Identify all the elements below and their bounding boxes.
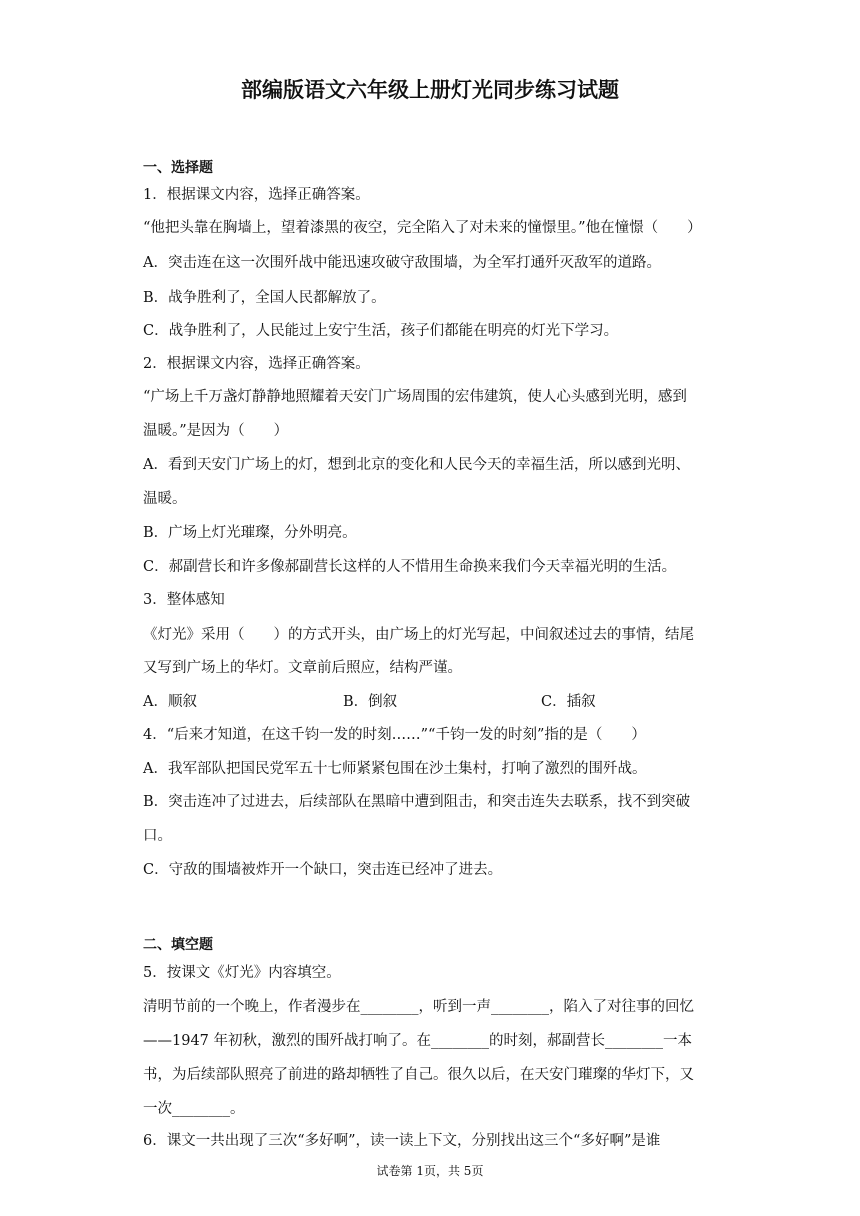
q1-quote: “他把头靠在胸墙上，望着漆黑的夜空，完全陷入了对未来的憧憬里。”他在憧憬（ ） <box>143 220 702 236</box>
q2-stem: 2．根据课文内容，选择正确答案。 <box>143 356 370 372</box>
q3-options <box>143 692 723 712</box>
q4-option-b-line2: 口。 <box>143 828 172 844</box>
q3-body-line1: 《灯光》采用（ ）的方式开头，由广场上的灯光写起，中间叙述过去的事情，结尾 <box>143 627 694 643</box>
q3-body-line2: 又写到广场上的华灯。文章前后照应，结构严谨。 <box>143 660 462 676</box>
q2-quote-line2: 温暖。”是因为（ ） <box>143 423 289 439</box>
q3-stem: 3．整体感知 <box>143 592 225 608</box>
section-heading-choice: 一、选择题 <box>143 160 213 176</box>
q2-option-b: B．广场上灯光璀璨，分外明亮。 <box>143 525 357 541</box>
q2-option-a-line1: A．看到天安门广场上的灯，想到北京的变化和人民今天的幸福生活，所以感到光明、 <box>143 457 690 473</box>
q5-stem: 5．按课文《灯光》内容填空。 <box>143 965 341 981</box>
q5-line4: 一次________。 <box>143 1101 245 1117</box>
q6-line1: 6．课文一共出现了三次“多好啊”，读一读上下文，分别找出这三个“多好啊”是谁 <box>143 1133 661 1149</box>
q3-option-a: A．顺叙 <box>143 694 197 710</box>
q4-option-a: A．我军部队把国民党军五十七师紧紧包围在沙土集村，打响了激烈的围歼战。 <box>143 761 647 777</box>
page-footer: 试卷第 1页，共 5页 <box>376 1164 484 1178</box>
q2-option-c: C．郝副营长和许多像郝副营长这样的人不惜用生命换来我们今天幸福光明的生活。 <box>143 559 677 575</box>
q5-line2: ——1947 年初秋，激烈的围歼战打响了。在________的时刻，郝副营长________一本 <box>143 1033 693 1049</box>
q4-option-b-line1: B．突击连冲了过进去，后续部队在黑暗中遭到阻击，和突击连失去联系，找不到突破 <box>143 794 691 810</box>
q4-option-c: C．守敌的围墙被炸开一个缺口，突击连已经冲了进去。 <box>143 862 503 878</box>
q3-option-c: C．插叙 <box>541 694 596 710</box>
section-heading-fill: 二、填空题 <box>143 937 213 953</box>
q1-option-c: C．战争胜利了，人民能过上安宁生活，孩子们都能在明亮的灯光下学习。 <box>143 323 619 339</box>
q1-option-a: A．突击连在这一次围歼战中能迅速攻破守敌围墙，为全军打通歼灭敌军的道路。 <box>143 255 661 271</box>
q2-option-a-line2: 温暖。 <box>143 491 187 507</box>
q2-quote-line1: “广场上千万盏灯静静地照耀着天安门广场周围的宏伟建筑，使人心头感到光明，感到 <box>143 389 687 405</box>
q5-line1: 清明节前的一个晚上，作者漫步在________，听到一声________，陷入了对往事的回忆 <box>143 999 694 1015</box>
q1-option-b: B．战争胜利了，全国人民都解放了。 <box>143 290 386 306</box>
q1-stem: 1．根据课文内容，选择正确答案。 <box>143 187 370 203</box>
q3-option-b: B．倒叙 <box>343 694 398 710</box>
q4-stem: 4．“后来才知道，在这千钧一发的时刻……”“千钧一发的时刻”指的是（ ） <box>143 727 646 743</box>
page-title: 部编版语文六年级上册灯光同步练习试题 <box>241 78 619 102</box>
q5-line3: 书，为后续部队照亮了前进的路却牺牲了自己。很久以后，在天安门璀璨的华灯下，又 <box>143 1067 694 1083</box>
